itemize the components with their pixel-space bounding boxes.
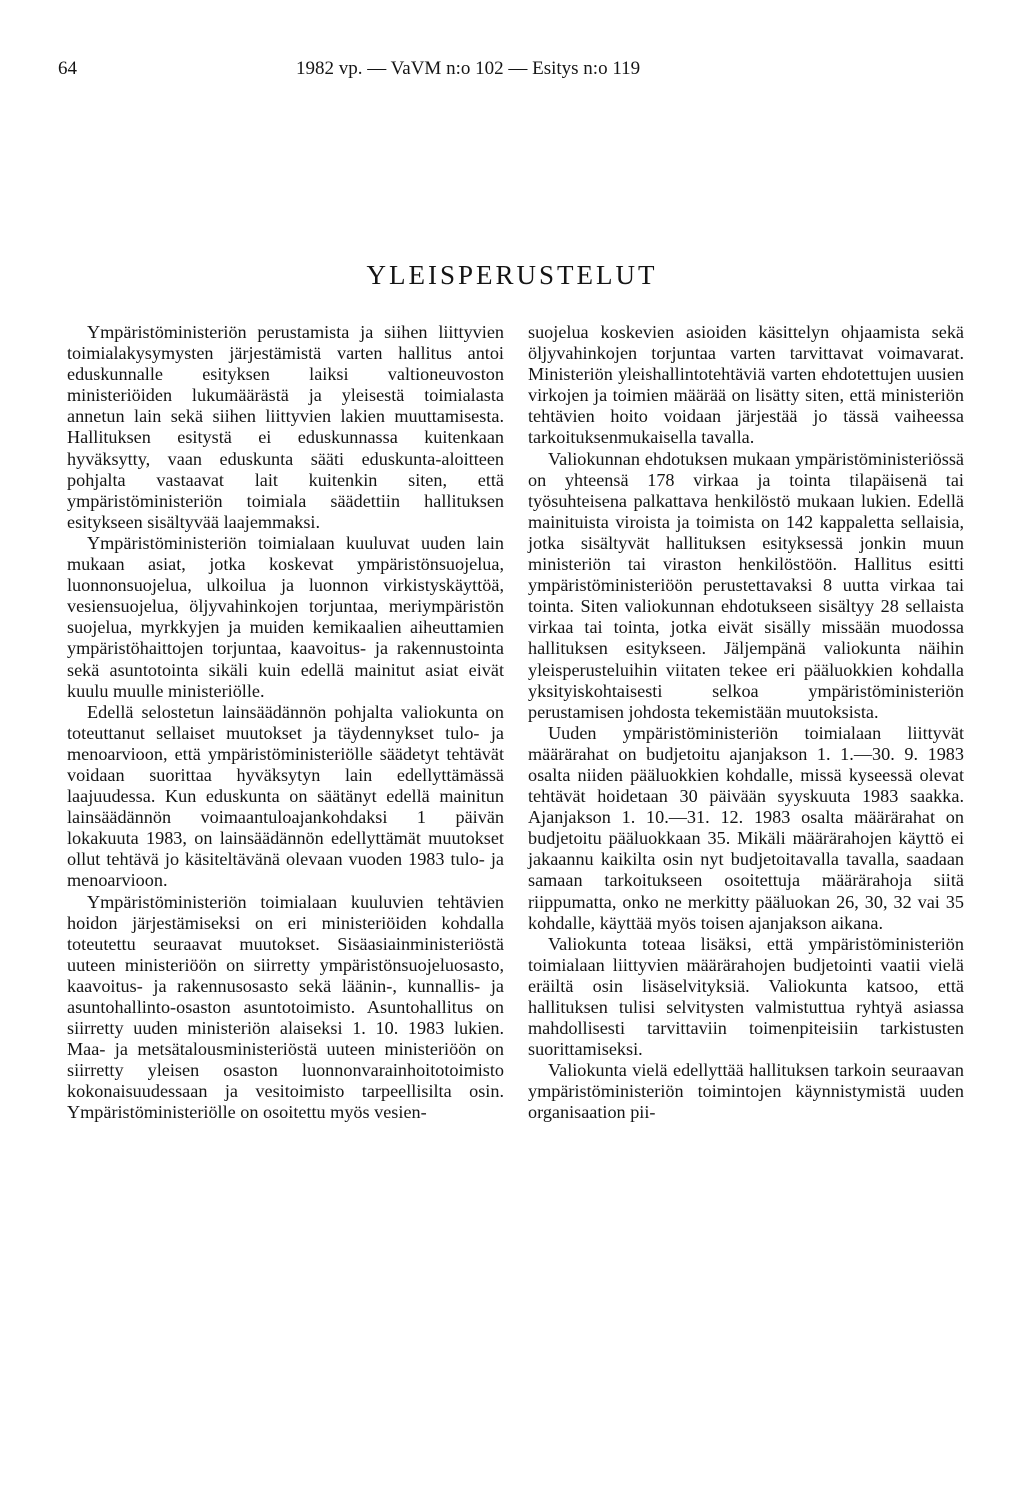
paragraph: Valiokunnan ehdotuksen mukaan ympäristöministeriössä on yhteensä 178 virkaa ja tointa tilapäisenä tai työsuhteisena palkattava henkilöstö mukaan lukien. Edellä mainituista viroista ja toimista on 142 kappaletta sellaisia, jotka sisältyvät hallituksen esityksessä jonkin muun ministeriön tai viraston henkilöstöön. Hallitus esitti ympäristöministeriöön perustettavaksi 8 uutta virkaa tai tointa. Siten valiokunnan ehdotukseen sisältyy 28 sellaista virkaa tai tointa, jotka eivät sisälly missään muodossa hallituksen esitykseen. Jäljempänä valiokunta näihin yleisperusteluihin viitaten tekee eri pääluokkien kohdalla yksityiskohtaisesti selkoa ympäristöministeriön perustamisen johdosta tekemistään muutoksista.: [528, 448, 964, 722]
right-column: [528, 322, 964, 1124]
page-header: [58, 58, 966, 88]
paragraph: Valiokunta toteaa lisäksi, että ympäristöministeriön toimialaan liittyvien määrärahojen budjetointi vaatii vielä eräiltä osin lisäselvityksiä. Valiokunta katsoo, että hallituksen tulisi selvitysten valmistuttua ryhtyä asiassa mahdollisesti tarvittaviin toimenpiteisiin tarkistusten suorittamiseksi.: [528, 933, 964, 1060]
paragraph: suojelua koskevien asioiden käsittelyn ohjaamista sekä öljyvahinkojen torjuntaa varten tarvittavat voimavarat. Ministeriön yleishallintotehtäviä varten ehdotettujen uusien virkojen ja toimien määrää on lisätty siten, että ministeriön tehtävien hoito voidaan järjestää jo tässä vaiheessa tarkoituksenmukaisella tavalla.: [528, 322, 964, 448]
paragraph: Valiokunta vielä edellyttää hallituksen tarkoin seuraavan ympäristöministeriön toimintojen käynnistymistä uuden organisaation pii-: [528, 1060, 964, 1123]
running-title: 1982 vp. — VaVM n:o 102 — Esitys n:o 119: [296, 58, 641, 79]
paragraph: Ympäristöministeriön perustamista ja siihen liittyvien toimialakysymysten järjestämistä varten hallitus antoi eduskunnalle esityksen laiksi valtioneuvoston ministeriöiden lukumäärästä ja yleisestä toimialasta annetun lain sekä siihen liittyvien lakien muuttamisesta. Hallituksen esitystä ei eduskunnassa kuitenkaan hyväksytty, vaan eduskunta sääti eduskunta-aloitteen pohjalta vastaavat lait kuitenkin siten, että ympäristöministeriön toimiala säädettiin hallituksen esitykseen sisältyvää laajemmaksi.: [67, 322, 504, 532]
paragraph: Uuden ympäristöministeriön toimialaan liittyvät määrärahat on budjetoitu ajanjakson 1. 1.—30. 9. 1983 osalta niiden pääluokkien kohdalle, missä kyseessä olevat tehtävät hoidetaan 30 päivään syyskuuta 1983 saakka. Ajanjakson 1. 10.—31. 12. 1983 osalta määrärahat on budjetoitu pääluokkaan 35. Mikäli määrärahojen käyttö ei jakaannu kaikilta osin nyt budjetoitavalla tavalla, saadaan samaan tarkoitukseen osoitettuja määrärahoja siitä riippumatta, onko ne merkitty pääluokan 26, 30, 32 vai 35 kohdalle, käyttää myös toisen ajanjakson aikana.: [528, 722, 964, 933]
left-column: [67, 322, 504, 1124]
section-title: YLEISPERUSTELUT: [366, 260, 658, 291]
page-number: 64: [58, 58, 77, 79]
paragraph: Ympäristöministeriön toimialaan kuuluvat uuden lain mukaan asiat, jotka koskevat ympäristönsuojelua, luonnonsuojelua, ulkoilua ja luonnon virkistyskäyttöä, vesiensuojelua, öljyvahinkojen torjuntaa, meriympäristön suojelua, myrkkyjen ja muiden kemikaalien aiheuttamien ympäristöhaittojen torjuntaa, kaavoitus- ja rakennustointa sekä asuntotointa sikäli kuin edellä mainitut asiat eivät kuulu muulle ministeriölle.: [67, 532, 504, 701]
paragraph: Edellä selostetun lainsäädännön pohjalta valiokunta on toteuttanut sellaiset muutokset ja täydennykset tulo- ja menoarvioon, että ympäristöministeriölle säädetyt tehtävät voidaan suorittaa hyväksytyn lain edellyttämässä laajuudessa. Kun eduskunta on säätänyt edellä mainitun lainsäädännön voimaantuloajankohdaksi 1 päivän lokakuuta 1983, on lainsäädännön edellyttämät muutokset ollut tehtävä jo käsiteltävänä olevaan vuoden 1983 tulo- ja menoarvioon.: [67, 701, 504, 891]
paragraph: Ympäristöministeriön toimialaan kuuluvien tehtävien hoidon järjestämiseksi on eri ministeriöiden kohdalla toteutettu seuraavat muutokset. Sisäasiainministeriöstä uuteen ministeriöön on siirretty ympäristönsuojeluosasto, kaavoitus- ja rakennusosasto sekä läänin-, kunnallis- ja asuntohallinto-osaston asuntotoimisto. Asuntohallitus on siirretty uuden ministeriön alaiseksi 1. 10. 1983 lukien. Maa- ja metsätalousministeriöstä uuteen ministeriöön on siirretty yleisen osaston luonnonvarainhoitotoimisto kokonaisuudessaan ja vesitoimisto tarpeellisilta osin. Ympäristöministeriölle on osoitettu myös vesien-: [67, 891, 504, 1123]
